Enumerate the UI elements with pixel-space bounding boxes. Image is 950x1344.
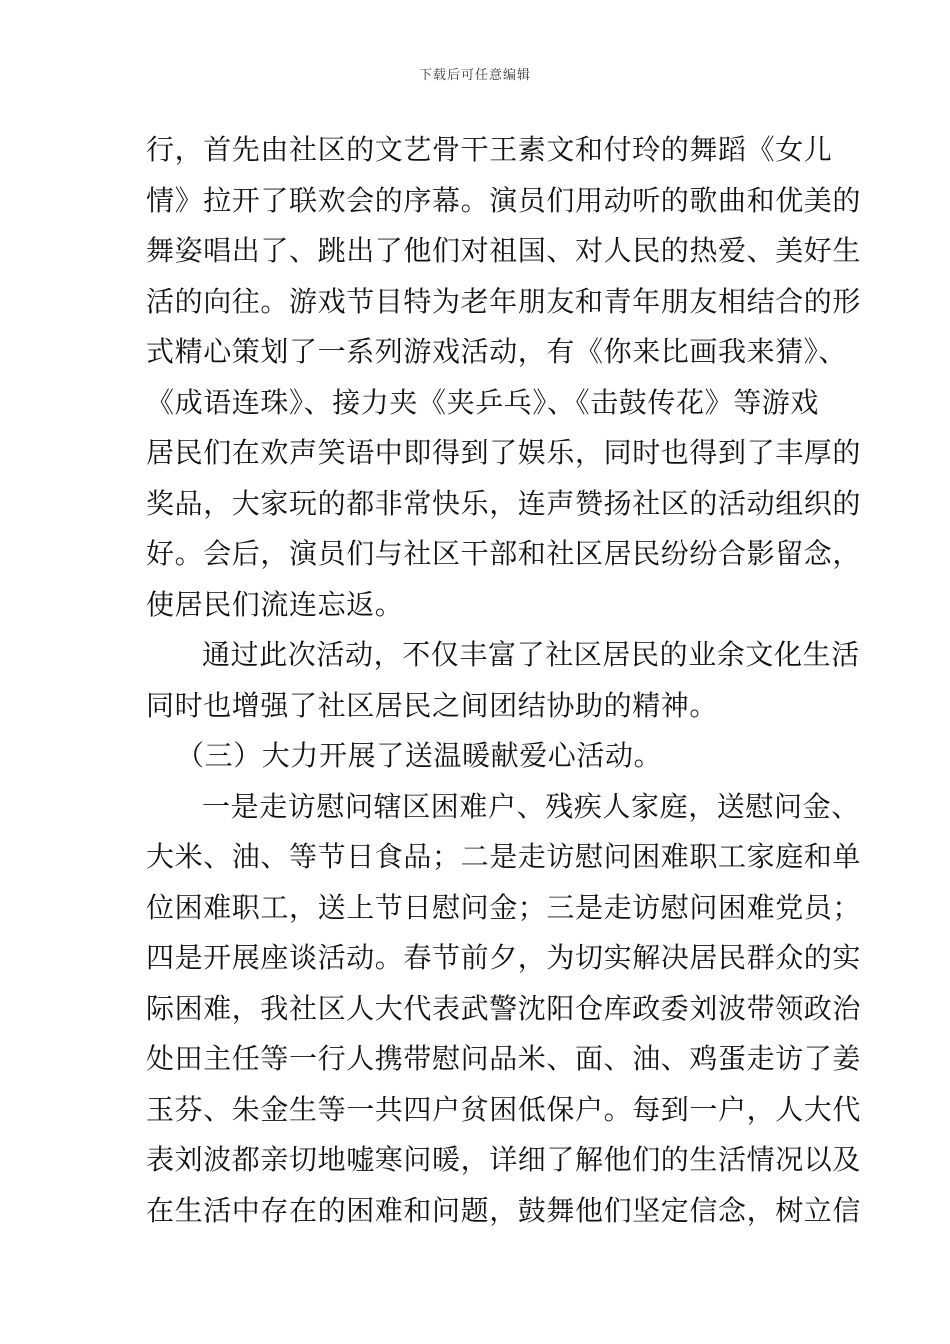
text-line: 奖品，大家玩的都非常快乐，连声赞扬社区的活动组织的 <box>146 486 862 520</box>
text-line: 际困难，我社区人大代表武警沈阳仓库政委刘波带领政治 <box>146 991 862 1025</box>
text-line: 位困难职工，送上节日慰问金；三是走访慰问困难党员； <box>146 890 862 924</box>
text-line: 在生活中存在的困难和问题，鼓舞他们坚定信念，树立信 <box>146 1193 862 1227</box>
text-line: 《成语连珠》、接力夹《夹乒乓》、《击鼓传花》等游戏 <box>146 385 820 419</box>
text-line: 表刘波都亲切地嘘寒问暖，详细了解他们的生活情况以及 <box>146 1143 862 1176</box>
text-line: 情》拉开了联欢会的序幕。演员们用动听的歌曲和优美的 <box>146 183 862 217</box>
text-line: 活的向往。游戏节目特为老年朋友和青年朋友相结合的形 <box>146 284 862 318</box>
text-line: 处田主任等一行人携带慰问品米、面、油、鸡蛋走访了姜 <box>146 1042 862 1075</box>
text-line: 大米、油、等节日食品；二是走访慰问困难职工家庭和单 <box>146 840 862 873</box>
text-line: 行，首先由社区的文艺骨干王素文和付玲的舞蹈《女儿 <box>146 133 833 166</box>
paragraph-start-line: 一是走访慰问辖区困难户、残疾人家庭，送慰问金、 <box>202 789 860 823</box>
text-line: 同时也增强了社区居民之间团结协助的精神。 <box>146 688 719 722</box>
text-line: 式精心策划了一系列游戏活动，有《你来比画我来猜》、 <box>146 335 848 368</box>
text-line: 好。会后，演员们与社区干部和社区居民纷纷合影留念， <box>146 537 862 570</box>
text-line: 居民们在欢声笑语中即得到了娱乐，同时也得到了丰厚的 <box>146 436 862 469</box>
paragraph-start-line: 通过此次活动，不仅丰富了社区居民的业余文化生活 <box>202 638 860 671</box>
text-line: 使居民们流连忘返。 <box>146 587 404 621</box>
page-header: 下载后可任意编辑 <box>418 68 531 83</box>
document-body <box>146 125 862 1236</box>
text-line: 舞姿唱出了、跳出了他们对祖国、对人民的热爱、美好生 <box>146 234 862 267</box>
text-line: 玉芬、朱金生等一共四户贫困低保户。每到一户，人大代 <box>146 1092 862 1126</box>
text-line: 四是开展座谈活动。春节前夕，为切实解决居民群众的实 <box>146 941 862 974</box>
section-heading: （三）大力开展了送温暖献爱心活动。 <box>176 739 663 772</box>
